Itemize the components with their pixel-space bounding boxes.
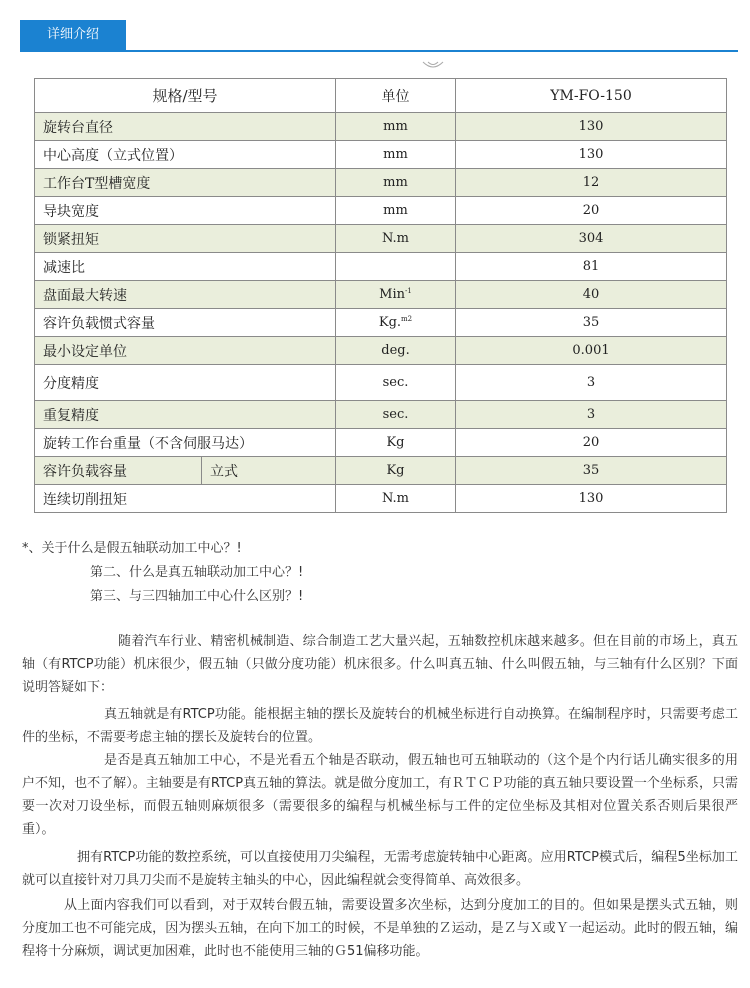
table-row [35, 141, 727, 169]
row-unit: deg. [336, 337, 456, 365]
row-name: 容许负载容量 [35, 457, 202, 485]
row-value: 20 [456, 429, 727, 457]
row-unit: mm [336, 169, 456, 197]
header-value: YM-FO-150 [456, 79, 727, 113]
row-unit: N.m [336, 225, 456, 253]
row-unit [336, 281, 456, 309]
table-row [35, 169, 727, 197]
table-row [35, 225, 727, 253]
row-subname: 立式 [202, 457, 336, 485]
unit-superscript: -1 [405, 287, 412, 295]
unit-superscript: m2 [401, 315, 413, 323]
row-unit [336, 309, 456, 337]
table-row [35, 253, 727, 281]
row-value: 3 [456, 365, 727, 401]
row-value: 130 [456, 113, 727, 141]
row-unit: mm [336, 141, 456, 169]
table-row [35, 485, 727, 513]
row-unit: N.m [336, 485, 456, 513]
row-value: 35 [456, 309, 727, 337]
row-value: 304 [456, 225, 727, 253]
table-row [35, 337, 727, 365]
row-value: 20 [456, 197, 727, 225]
tab-detail[interactable]: 详细介绍 [20, 20, 126, 50]
table-row [35, 113, 727, 141]
row-name: 工作台T型槽宽度 [35, 169, 336, 197]
question-3: 第三、与三四轴加工中心什么区别？! [90, 589, 304, 604]
spec-table-header [35, 79, 727, 113]
row-name: 锁紧扭矩 [35, 225, 336, 253]
row-unit: Kg [336, 429, 456, 457]
row-unit: mm [336, 113, 456, 141]
row-value: 12 [456, 169, 727, 197]
row-value: 130 [456, 485, 727, 513]
row-name: 盘面最大转速 [35, 281, 336, 309]
tab-bar [20, 20, 738, 52]
table-row [35, 365, 727, 401]
row-unit: Kg [336, 457, 456, 485]
row-value: 81 [456, 253, 727, 281]
row-name: 最小设定单位 [35, 337, 336, 365]
paragraph-1: 随着汽车行业、精密机械制造、综合制造工艺大量兴起，五轴数控机床越来越多。但在目前的市场上，真五轴（有RTCP功能）机床很少，假五轴（只做分度功能）机床很多。什么叫真五轴、什么叫假五轴，与三轴有什么区别？下面说明答疑如下： [22, 634, 738, 695]
row-name: 旋转工作台重量（不含伺服马达） [35, 429, 336, 457]
paragraph-4: 拥有RTCP功能的数控系统，可以直接使用刀尖编程，无需考虑旋转轴中心距离。应用RTCP模式后，编程5坐标加工就可以直接针对刀具刀尖而不是旋转主轴头的中心，因此编程就会变得简单、高效很多。 [22, 850, 738, 888]
row-name: 连续切削扭矩 [35, 485, 336, 513]
table-row [35, 401, 727, 429]
row-unit: sec. [336, 401, 456, 429]
divider-ornament-icon [422, 60, 444, 70]
table-row [35, 197, 727, 225]
row-value: 0.001 [456, 337, 727, 365]
header-name: 规格/型号 [35, 79, 336, 113]
row-value: 130 [456, 141, 727, 169]
spec-table [34, 78, 727, 513]
row-unit [336, 253, 456, 281]
question-1: *、关于什么是假五轴联动加工中心？! [22, 541, 242, 556]
paragraph-5: 从上面内容我们可以看到，对于双转台假五轴，需要设置多次坐标，达到分度加工的目的。但如果是摆头式五轴，则分度加工也不可能完成，因为摆头五轴，在向下加工的时候，不是单独的Ｚ运动，是Ｚ与Ｘ或Ｙ一起运动。此时的假五轴，编程将十分麻烦，调试更加困难，此时也不能使用三轴的Ｇ51偏移功能。 [22, 898, 738, 959]
row-name: 容许负载惯式容量 [35, 309, 336, 337]
header-unit: 单位 [336, 79, 456, 113]
row-name: 旋转台直径 [35, 113, 336, 141]
row-value: 40 [456, 281, 727, 309]
row-name: 分度精度 [35, 365, 336, 401]
row-name: 中心高度（立式位置） [35, 141, 336, 169]
table-row [35, 309, 727, 337]
row-value: 3 [456, 401, 727, 429]
table-row [35, 457, 727, 485]
paragraph-2: 真五轴就是有RTCP功能。能根据主轴的摆长及旋转台的机械坐标进行自动换算。在编制程序时，只需要考虑工件的坐标，不需要考虑主轴的摆长及旋转台的位置。 [22, 707, 738, 745]
row-value: 35 [456, 457, 727, 485]
unit-text: Kg. [378, 315, 402, 330]
table-row [35, 281, 727, 309]
row-unit: sec. [336, 365, 456, 401]
unit-text: Min [379, 287, 405, 302]
row-name: 重复精度 [35, 401, 336, 429]
table-row [35, 429, 727, 457]
row-name: 导块宽度 [35, 197, 336, 225]
question-2: 第二、什么是真五轴联动加工中心？! [90, 565, 304, 580]
row-name: 减速比 [35, 253, 336, 281]
paragraph-3: 是否是真五轴加工中心，不是光看五个轴是否联动，假五轴也可五轴联动的（这个是个内行话儿确实很多的用户不知，也不了解）。主轴要是有RTCP真五轴的算法。就是做分度加工，有ＲＴＣＰ功能的真五轴只要设置一个坐标系，只需要一次对刀设坐标，而假五轴则麻烦很多（需要很多的编程与机械坐标与工件的定位坐标及其相对位置关系否则后果很严重）。 [22, 753, 738, 837]
row-unit: mm [336, 197, 456, 225]
